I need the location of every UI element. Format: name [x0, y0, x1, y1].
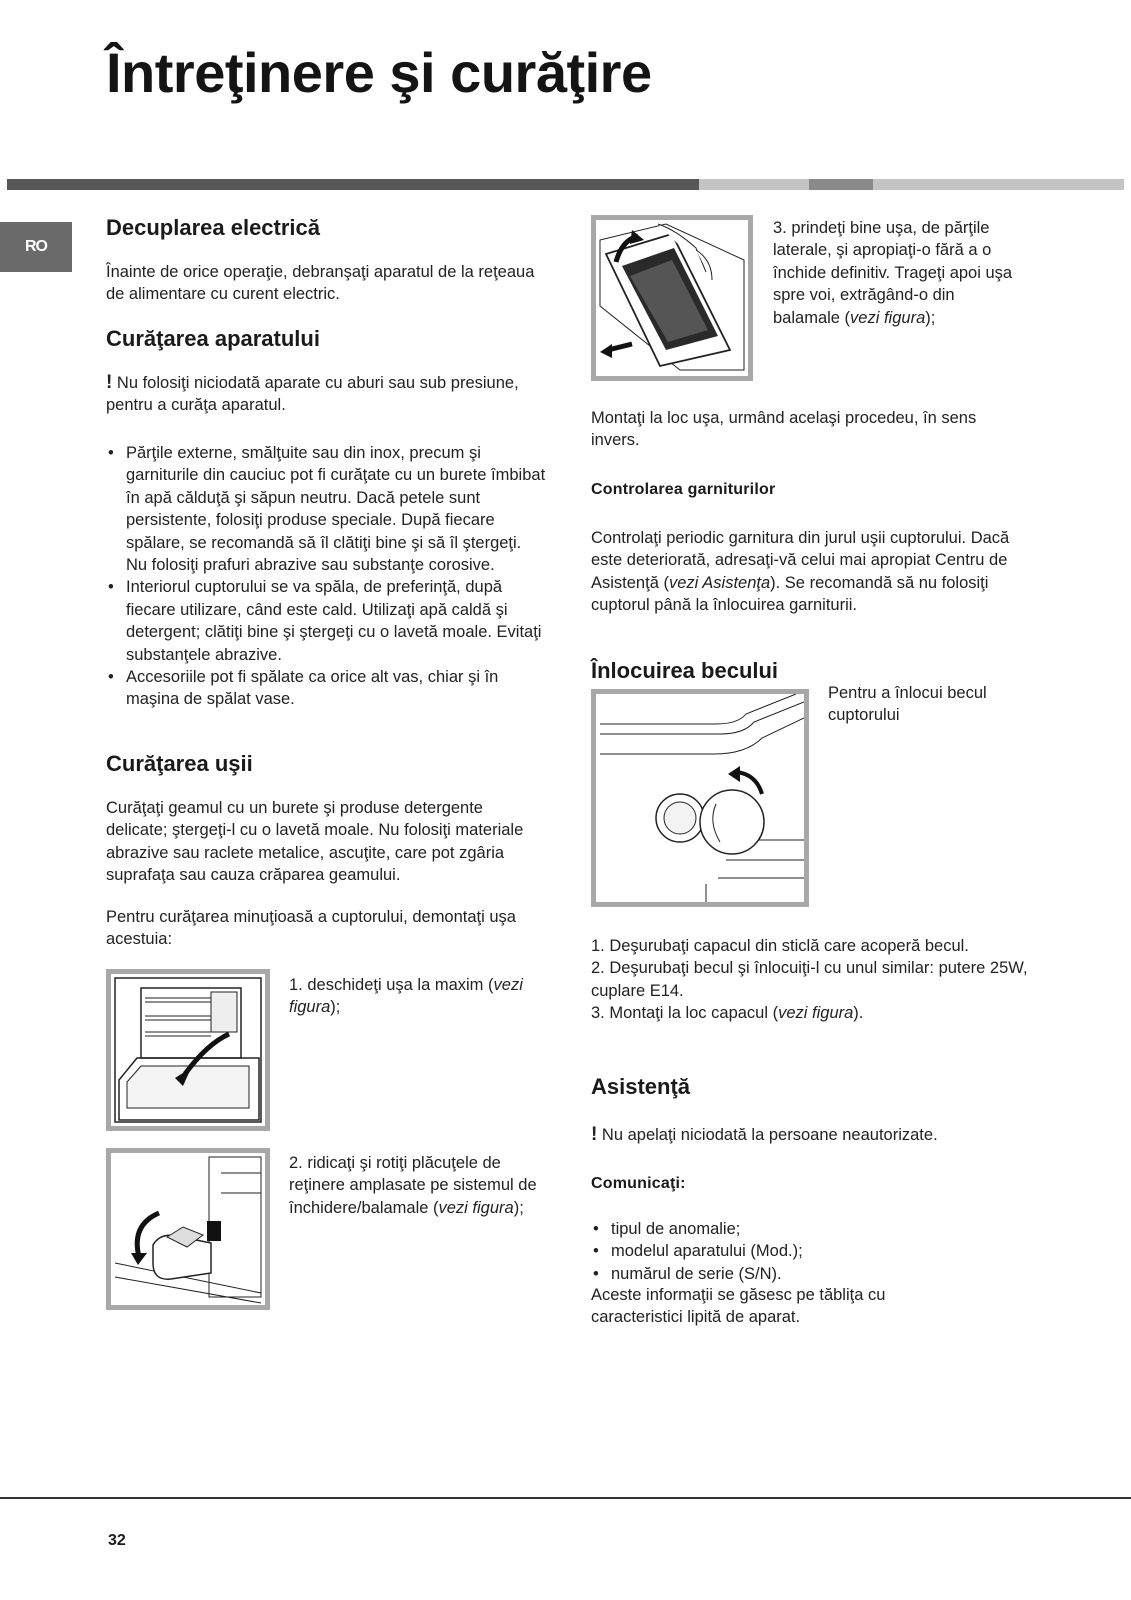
communicate-list	[591, 1218, 1021, 1285]
list-item: • modelul aparatului (Mod.);	[591, 1240, 1021, 1262]
oven-open-door-illustration	[111, 974, 265, 1126]
heading-assistance: Asistenţă	[591, 1074, 691, 1099]
hinge-rotate-figure	[106, 1148, 270, 1310]
bulb-step-3-end: ).	[853, 1004, 864, 1023]
header-bar-light	[699, 179, 809, 190]
gaskets-text	[591, 527, 1021, 617]
assistance-warning	[591, 1124, 1031, 1146]
step1-label: 1. deschideţi uşa la maxim (	[289, 976, 494, 994]
header-bar-light-end	[873, 179, 1124, 190]
door-cleaning-text: Curăţaţi geamul cu un burete şi produse detergente delicate; ştergeţi-l cu o lavetă moale. Nu folosiţi materiale abrazive sau raclete metalice, ascuţite, care pot zgâria suprafaţa sau cauza crăparea geamului.	[106, 799, 524, 885]
step1-end: );	[330, 998, 341, 1017]
footer-rule	[0, 1497, 1131, 1499]
bulb-intro-text: Pentru a înlocui becul cuptorului	[828, 684, 987, 725]
cleaning-warning-text: Nu folosiţi niciodată aparate cu aburi sau sub presiune, pentru a curăţa aparatul.	[106, 374, 519, 415]
step2-label: 2. ridicaţi şi rotiţi plăcuţele de reţinere amplasate pe sistemul de închidere/balamale (	[289, 1154, 537, 1217]
heading-gaskets: Controlarea garniturilor	[591, 481, 776, 498]
door-removal-intro: Pentru curăţarea minuţioasă a cuptorului, demontaţi uşa acestuia:	[106, 908, 516, 949]
nameplate-info-text: Aceste informaţii se găsesc pe tăbliţa cu caracteristici lipită de aparat.	[591, 1286, 886, 1327]
assistance-warning-text: Nu apelaţi niciodată la persoane neautorizate.	[601, 1126, 938, 1144]
bulb-step-3	[591, 1002, 1031, 1024]
list-item: • Accesoriile pot fi spălate ca orice alt vas, chiar şi în maşina de spălat vase.	[106, 666, 546, 711]
step2-figure-ref: vezi figura	[438, 1198, 514, 1217]
step3-figure-ref: vezi figura	[850, 308, 926, 327]
gaskets-assist-ref: vezi Asistenţa	[668, 573, 771, 592]
door-removal-illustration	[596, 220, 748, 376]
door-removal-figure	[591, 215, 753, 381]
bulb-step-1: 1. Deşurubaţi capacul din sticlă care acoperă becul.	[591, 937, 969, 955]
heading-appliance-cleaning: Curăţarea aparatului	[106, 326, 320, 351]
bulb-cover-figure	[591, 689, 809, 907]
bulb-steps	[591, 935, 1031, 1025]
header-bar-mid	[809, 179, 873, 190]
header-bar-dark	[7, 179, 699, 190]
bulb-step-3-ref: vezi figura	[778, 1004, 854, 1023]
step3-label: 3. prindeţi bine uşa, de părţile laterale, şi apropiaţi-o fără a o închide definitiv. Trageţi apoi uşa spre voi, extrăgând-o din balamale (	[773, 219, 1013, 327]
step1-text	[289, 974, 529, 1019]
cleaning-warning	[106, 372, 526, 417]
bulb-step-2: 2. Deşurubaţi becul şi înlocuiţi-l cu unul similar: putere 25W, cuplare E14.	[591, 959, 1028, 1000]
page-number: 32	[108, 1532, 126, 1549]
gaskets-text-a: Controlaţi periodic garnitura din jurul uşii cuptorului. Dacă este deteriorată, adresaţi-vă celui mai apropiat Centru de Asistenţă (	[591, 529, 1010, 592]
language-tab: RO	[0, 222, 72, 272]
step2-end: );	[513, 1198, 524, 1217]
reinstall-door-text: Montaţi la loc uşa, urmând acelaşi procedeu, în sens invers.	[591, 409, 977, 450]
oven-open-door-figure	[106, 969, 270, 1131]
heading-bulb-replacement: Înlocuirea becului	[591, 658, 779, 683]
list-item: • Interiorul cuptorului se va spăla, de preferinţă, după fiecare utilizare, când este cald. Utilizaţi apă caldă şi detergent; clătiţi bine şi ştergeţi cu o lavetă moale. Evitaţi substanţele abrazive.	[106, 576, 546, 666]
list-item: • tipul de anomalie;	[591, 1218, 1021, 1240]
heading-door-cleaning: Curăţarea uşii	[106, 751, 253, 776]
heading-electrical-disconnect: Decuplarea electrică	[106, 215, 321, 240]
hinge-rotate-illustration	[111, 1153, 265, 1305]
electrical-disconnect-text: Înainte de orice operaţie, debranşaţi aparatul de la reţeaua de alimentare cu curent electric.	[106, 263, 535, 304]
heading-communicate: Comunicaţi:	[591, 1175, 686, 1192]
page-title: Întreţinere şi curăţire	[106, 41, 652, 104]
step3-end: );	[925, 308, 936, 327]
gaskets-text-b: ). Se recomandă să nu folosiţi cuptorul până la înlocuirea garniturii.	[591, 573, 989, 615]
list-item: • Părţile externe, smălţuite sau din inox, precum şi garniturile din cauciuc pot fi curăţate cu un burete îmbibat în apă călduţă şi săpun neutru. Dacă petele sunt persistente, folosiţi produse speciale. După fiecare spălare, se recomandă să îl clătiţi bine şi să îl ştergeţi. Nu folosiţi prafuri abrazive sau substanţe corosive.	[106, 442, 546, 576]
warning-mark: !	[591, 1124, 598, 1145]
bulb-step-3-label: 3. Montaţi la loc capacul (	[591, 1004, 779, 1023]
step1-figure-ref: vezi figura	[289, 976, 523, 1017]
bulb-cover-illustration	[596, 694, 804, 902]
list-item: • numărul de serie (S/N).	[591, 1263, 1021, 1285]
step3-text	[773, 217, 1023, 329]
cleaning-bullet-list	[106, 442, 546, 711]
step2-text	[289, 1152, 539, 1219]
warning-mark: !	[106, 372, 113, 393]
